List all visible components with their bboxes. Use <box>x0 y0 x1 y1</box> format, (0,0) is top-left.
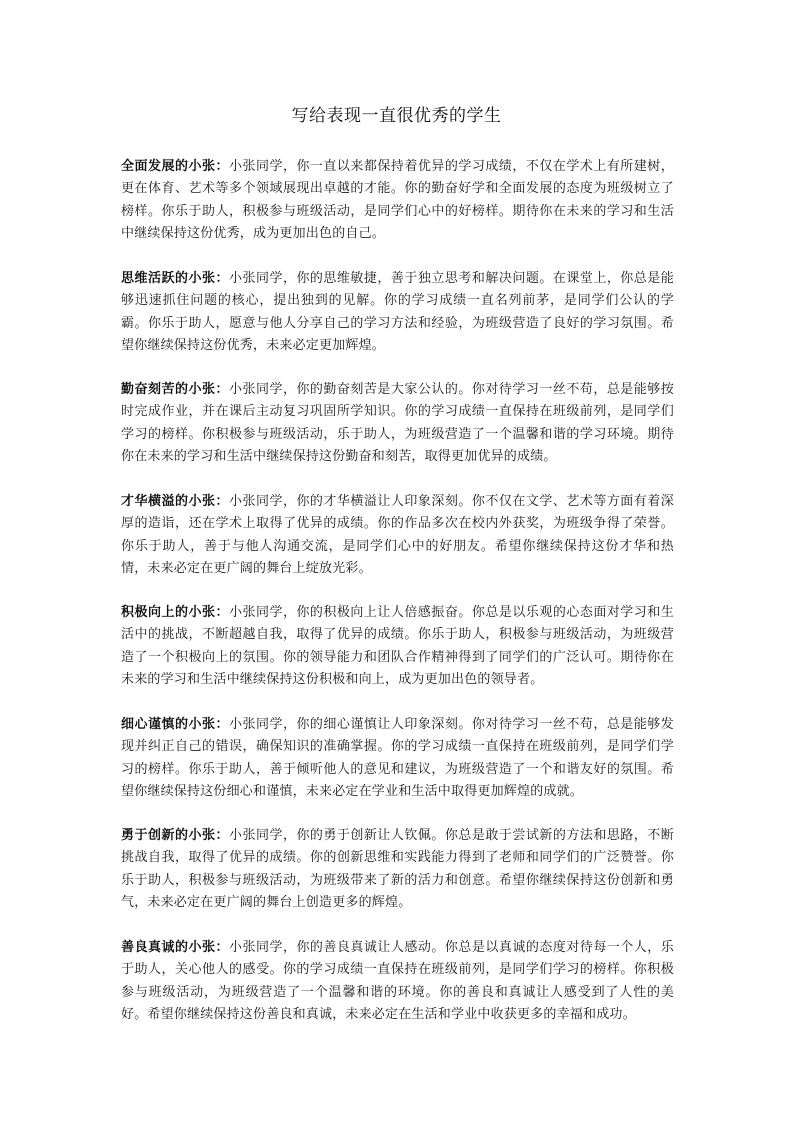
paragraph-text: 小张同学，你的积极向上让人倍感振奋。你总是以乐观的心态面对学习和生活中的挑战，不断超越自我，取得了优异的成绩。你乐于助人，积极参与班级活动，为班级营造了一个积极向上的氛围。你的领导能力和团队合作精神得到了同学们的广泛认可。期待你在未来的学习和生活中继续保持这份积极和向上，成为更加出色的领导者。 <box>121 605 674 688</box>
paragraph-heading: 积极向上的小张： <box>121 605 229 620</box>
paragraph-heading: 才华横溢的小张： <box>121 494 229 509</box>
paragraph-positive <box>121 602 674 692</box>
paragraph-heading: 勇于创新的小张： <box>121 828 229 843</box>
paragraph-heading: 全面发展的小张： <box>121 159 229 174</box>
paragraph-comprehensive <box>121 156 674 246</box>
paragraph-diligent <box>121 379 674 469</box>
document-title: 写给表现一直很优秀的学生 <box>291 106 502 126</box>
paragraph-talented <box>121 491 674 581</box>
paragraph-careful <box>121 714 674 804</box>
paragraph-heading: 勤奋刻苦的小张： <box>121 382 229 397</box>
paragraph-text: 小张同学，你的勇于创新让人钦佩。你总是敢于尝试新的方法和思路，不断挑战自我，取得了优异的成绩。你的创新思维和实践能力得到了老师和同学们的广泛赞誉。你乐于助人，积极参与班级活动，为班级带来了新的活力和创意。希望你继续保持这份创新和勇气，未来必定在更广阔的舞台上创造更多的辉煌。 <box>121 828 674 911</box>
paragraph-text: 小张同学，你的善良真诚让人感动。你总是以真诚的态度对待每一个人，乐于助人，关心他人的感受。你的学习成绩一直保持在班级前列，是同学们学习的榜样。你积极参与班级活动，为班级营造了一个温馨和谐的环境。你的善良和真诚让人感受到了人性的美好。希望你继续保持这份善良和真诚，未来必定在生活和学业中收获更多的幸福和成功。 <box>121 940 674 1023</box>
paragraph-text: 小张同学，你的思维敏捷，善于独立思考和解决问题。在课堂上，你总是能够迅速抓住问题的核心，提出独到的见解。你的学习成绩一直名列前茅，是同学们公认的学霸。你乐于助人，愿意与他人分享自己的学习方法和经验，为班级营造了良好的学习氛围。希望你继续保持这份优秀，未来必定更加辉煌。 <box>121 271 674 354</box>
paragraph-text: 小张同学，你的才华横溢让人印象深刻。你不仅在文学、艺术等方面有着深厚的造诣，还在学术上取得了优异的成绩。你的作品多次在校内外获奖，为班级争得了荣誉。你乐于助人，善于与他人沟通交流，是同学们心中的好朋友。希望你继续保持这份才华和热情，未来必定在更广阔的舞台上绽放光彩。 <box>121 494 674 577</box>
paragraph-text: 小张同学，你的细心谨慎让人印象深刻。你对待学习一丝不苟，总是能够发现并纠正自己的错误，确保知识的准确掌握。你的学习成绩一直保持在班级前列，是同学们学习的榜样。你乐于助人，善于倾听他人的意见和建议，为班级营造了一个和谐友好的氛围。希望你继续保持这份细心和谨慎，未来必定在学业和生活中取得更加辉煌的成就。 <box>121 717 674 800</box>
paragraph-kind-sincere <box>121 937 674 1027</box>
paragraph-heading: 细心谨慎的小张： <box>121 717 229 732</box>
paragraph-innovative <box>121 825 674 915</box>
paragraph-text: 小张同学，你一直以来都保持着优异的学习成绩，不仅在学术上有所建树，更在体育、艺术等多个领域展现出卓越的才能。你的勤奋好学和全面发展的态度为班级树立了榜样。你乐于助人，积极参与班级活动，是同学们心中的好榜样。期待你在未来的学习和生活中继续保持这份优秀，成为更加出色的自己。 <box>121 159 674 242</box>
paragraph-active-thinking <box>121 268 674 358</box>
paragraph-heading: 思维活跃的小张： <box>121 271 229 286</box>
paragraph-heading: 善良真诚的小张： <box>121 940 229 955</box>
paragraph-text: 小张同学，你的勤奋刻苦是大家公认的。你对待学习一丝不苟，总是能够按时完成作业，并在课后主动复习巩固所学知识。你的学习成绩一直保持在班级前列，是同学们学习的榜样。你积极参与班级活动，乐于助人，为班级营造了一个温馨和谐的学习环境。期待你在未来的学习和生活中继续保持这份勤奋和刻苦，取得更加优异的成绩。 <box>121 382 674 465</box>
